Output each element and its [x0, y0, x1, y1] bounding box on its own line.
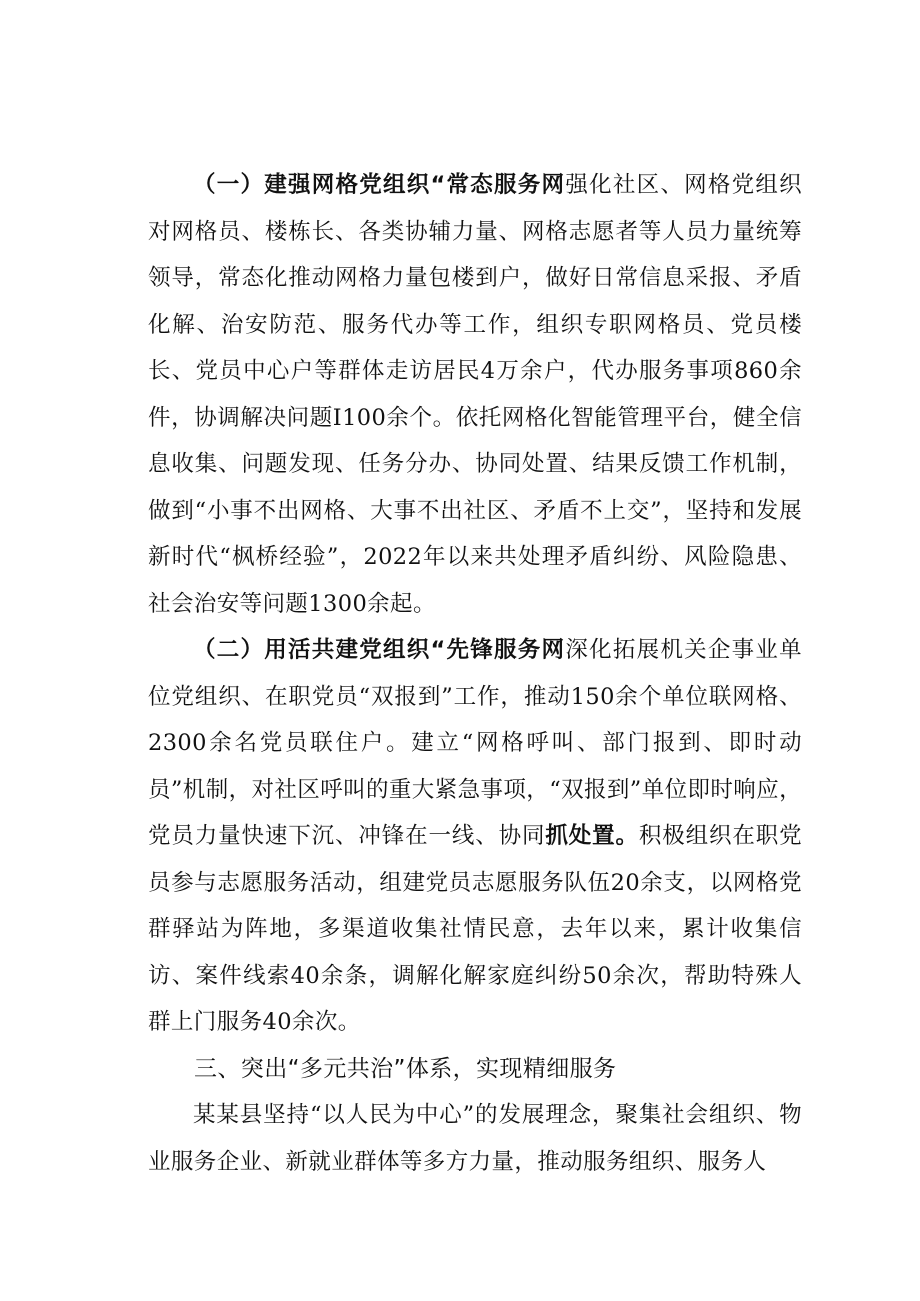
paragraph-multi-governance — [148, 1092, 802, 1185]
paragraph-co-building-party-organization — [148, 627, 802, 1046]
paragraph-lead-bold: （一）建强网格党组织“常态服务网 — [193, 172, 566, 198]
paragraph-grid-party-organization — [148, 162, 802, 627]
document-page — [148, 162, 802, 1185]
paragraph-lead-bold: （二）用活共建党组织“先锋服务网 — [193, 637, 566, 663]
paragraph-body: 深化拓展机关企事业单位党组织、在职党员“双报到”工作，推动150余个单位联网格、2300余名党员联住户。建立“网格呼叫、部门报到、即时动员”机制，对社区呼叫的重大紧急事项，“双报到”单位即时响应，党员力量快速下沉、冲锋在一线、协同 — [148, 637, 803, 849]
paragraph-body: 强化社区、网格党组织对网格员、楼栋长、各类协辅力量、网格志愿者等人员力量统筹领导，常态化推动网格力量包楼到户，做好日常信息采报、矛盾化解、治安防范、服务代办等工作，组织专职网格员、党员楼长、党员中心户等群体走访居民4万余户，代办服务事项860余件，协调解决问题I100余个。依托网格化智能管理平台，健全信息收集、问题发现、任务分办、协同处置、结果反馈工作机制，做到“小事不出网格、大事不出社区、矛盾不上交”，坚持和发展新时代“枫桥经验”，2022年以来共处理矛盾纠纷、风险隐患、社会治安等问题1300余起。 — [148, 172, 802, 617]
paragraph-body-continued: 积极组织在职党员参与志愿服务活动，组建党员志愿服务队伍20余支，以网格党群驿站为阵地，多渠道收集社情民意，去年以来，累计收集信访、案件线索40余条，调解化解家庭纠纷50余次，帮助特殊人群上门服务40余次。 — [148, 823, 802, 1035]
paragraph-inline-bold: 抓处置。 — [545, 823, 639, 849]
paragraph-body: 某某县坚持“以人民为中心”的发展理念，聚集社会组织、物业服务企业、新就业群体等多方力量，推动服务组织、服务人 — [148, 1102, 802, 1175]
section-heading: 三、突出“多元共治”体系，实现精细服务 — [194, 1055, 617, 1082]
